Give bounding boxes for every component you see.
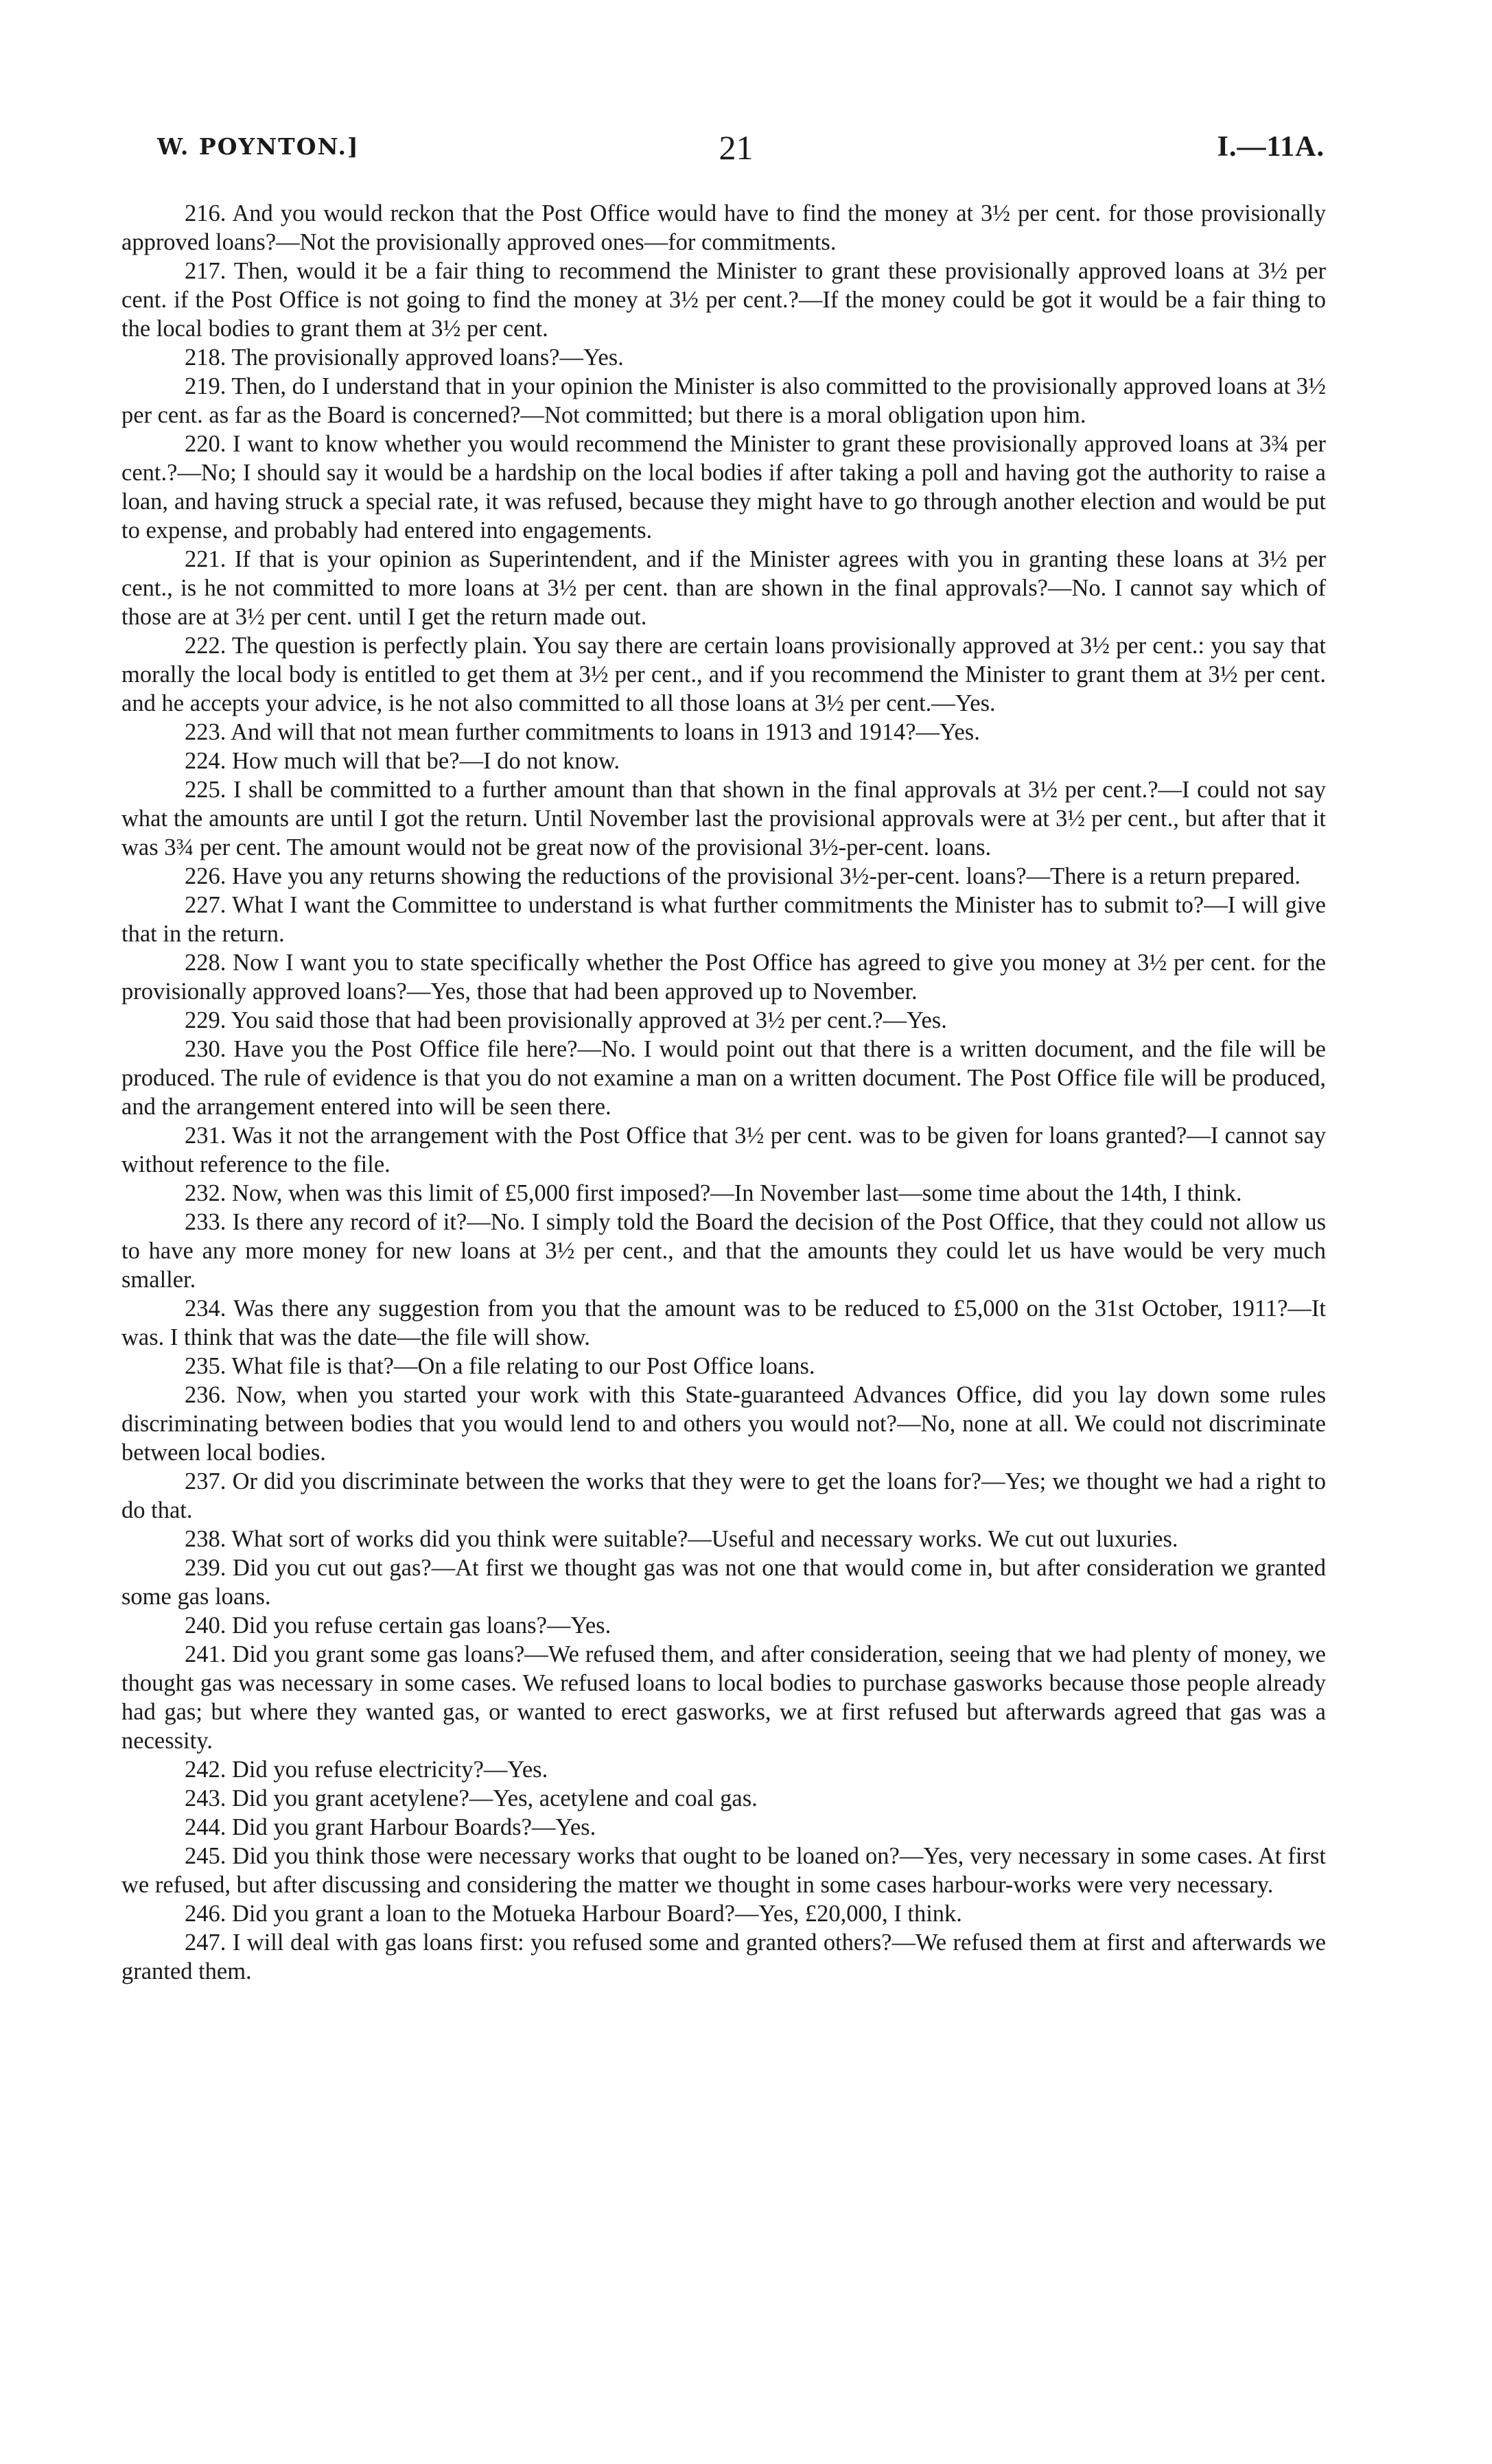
- question-220: 220. I want to know whether you would recommend the Minister to grant these provisionally approved loans at 3¾ per cent.?—No; I should say it would be a hardship on the local bodies if after taking a poll and having got the authority to raise a loan, and having struck a special rate, it was refused, because they might have to go through another election and would be put to expense, and probably had entered into engagements.: [121, 431, 1326, 543]
- question-241: 241. Did you grant some gas loans?—We refused them, and after consideration, seeing that we had plenty of money, we thought gas was necessary in some cases. We refused loans to local bodies to purchase gasworks because those people already had gas; but where they wanted gas, or wanted to erect gasworks, we at first refused but afterwards agreed that gas was a necessity.: [121, 1641, 1326, 1754]
- question-238: 238. What sort of works did you think were suitable?—Useful and necessary works. We cut out luxuries.: [185, 1526, 1178, 1552]
- question-236: 236. Now, when you started your work with this State-guaranteed Advances Office, did you lay down some rules discriminating between bodies that you would lend to and others you would not?—No, none at all. We could not discriminate between local bodies.: [121, 1382, 1326, 1466]
- question-219: 219. Then, do I understand that in your opinion the Minister is also committed to the provisionally approved loans at 3½ per cent. as far as the Board is concerned?—Not committed; but there is a moral obligation upon him.: [121, 373, 1326, 428]
- question-218: 218. The provisionally approved loans?—Yes.: [185, 344, 624, 371]
- page-number: 21: [719, 128, 754, 167]
- question-227: 227. What I want the Committee to understand is what further commitments the Minister has to submit to?—I will give that in the return.: [121, 892, 1326, 947]
- page-header: [148, 128, 1325, 176]
- question-226: 226. Have you any returns showing the reductions of the provisional 3½-per-cent. loans?—There is a return prepared.: [185, 863, 1301, 889]
- question-246: 246. Did you grant a loan to the Motueka Harbour Board?—Yes, £20,000, I think.: [185, 1901, 962, 1927]
- question-239: 239. Did you cut out gas?—At first we thought gas was not one that would come in, but after consideration we granted some gas loans.: [121, 1555, 1326, 1610]
- question-233: 233. Is there any record of it?—No. I simply told the Board the decision of the Post Office, that they could not allow us to have any more money for new loans at 3½ per cent., and that the amounts they could let us have would be very much smaller.: [121, 1209, 1326, 1293]
- question-222: 222. The question is perfectly plain. You say there are certain loans provisionally approved at 3½ per cent.: you say that morally the local body is entitled to get them at 3½ per cent., and if you recommend the Minister to grant them at 3½ per cent. and he accepts your advice, is he not also committed to all those loans at 3½ per cent.—Yes.: [121, 633, 1326, 716]
- paper-reference: I.—11A.: [1217, 131, 1325, 163]
- witness-name: W. POYNTON.]: [157, 133, 360, 160]
- question-230: 230. Have you the Post Office file here?—No. I would point out that there is a written document, and the file will be produced. The rule of evidence is that you do not examine a man on a written document. The Post Office file will be produced, and the arrangement entered into will be seen there.: [121, 1036, 1326, 1120]
- question-225: 225. I shall be committed to a further amount than that shown in the final approvals at 3½ per cent.?—I could not say what the amounts are until I got the return. Until November last the provisional approvals were at 3½ per cent., but after that it was 3¾ per cent. The amount would not be great now of the provisional 3½-per-cent. loans.: [121, 777, 1326, 860]
- question-231: 231. Was it not the arrangement with the Post Office that 3½ per cent. was to be given for loans granted?—I cannot say without reference to the file.: [121, 1123, 1326, 1177]
- question-228: 228. Now I want you to state specifically whether the Post Office has agreed to give you money at 3½ per cent. for the provisionally approved loans?—Yes, those that had been approved up to November.: [121, 950, 1326, 1005]
- question-217: 217. Then, would it be a fair thing to recommend the Minister to grant these provisionally approved loans at 3½ per cent. if the Post Office is not going to find the money at 3½ per cent.?—If the money could be got it would be a fair thing to the local bodies to grant them at 3½ per cent.: [121, 258, 1326, 342]
- question-240: 240. Did you refuse certain gas loans?—Yes.: [185, 1612, 611, 1639]
- question-243: 243. Did you grant acetylene?—Yes, acetylene and coal gas.: [185, 1785, 758, 1811]
- question-237: 237. Or did you discriminate between the works that they were to get the loans for?—Yes; we thought we had a right to do that.: [121, 1468, 1326, 1523]
- question-216: 216. And you would reckon that the Post Office would have to find the money at 3½ per cent. for those provisionally approved loans?—Not the provisionally approved ones—for commitments.: [121, 200, 1326, 255]
- question-235: 235. What file is that?—On a file relating to our Post Office loans.: [185, 1353, 815, 1379]
- question-242: 242. Did you refuse electricity?—Yes.: [185, 1757, 548, 1783]
- question-234: 234. Was there any suggestion from you that the amount was to be reduced to £5,000 on the 31st October, 1911?—It was. I think that was the date—the file will show.: [121, 1295, 1326, 1350]
- question-247: 247. I will deal with gas loans first: you refused some and granted others?—We refused them at first and afterwards we granted them.: [121, 1929, 1326, 1984]
- question-223: 223. And will that not mean further commitments to loans in 1913 and 1914?—Yes.: [185, 719, 980, 745]
- question-224: 224. How much will that be?—I do not know.: [185, 748, 620, 774]
- question-244: 244. Did you grant Harbour Boards?—Yes.: [185, 1814, 596, 1840]
- question-221: 221. If that is your opinion as Superintendent, and if the Minister agrees with you in granting these loans at 3½ per cent., is he not committed to more loans at 3½ per cent. than are shown in the final approvals?—No. I cannot say which of those are at 3½ per cent. until I get the return made out.: [121, 546, 1326, 630]
- page-body: [121, 199, 1326, 1986]
- question-245: 245. Did you think those were necessary works that ought to be loaned on?—Yes, very necessary in some cases. At first we refused, but after discussing and considering the matter we thought in some cases harbour-works were very necessary.: [121, 1843, 1326, 1898]
- question-232: 232. Now, when was this limit of £5,000 first imposed?—In November last—some time about the 14th, I think.: [185, 1180, 1242, 1206]
- question-229: 229. You said those that had been provisionally approved at 3½ per cent.?—Yes.: [185, 1007, 947, 1033]
